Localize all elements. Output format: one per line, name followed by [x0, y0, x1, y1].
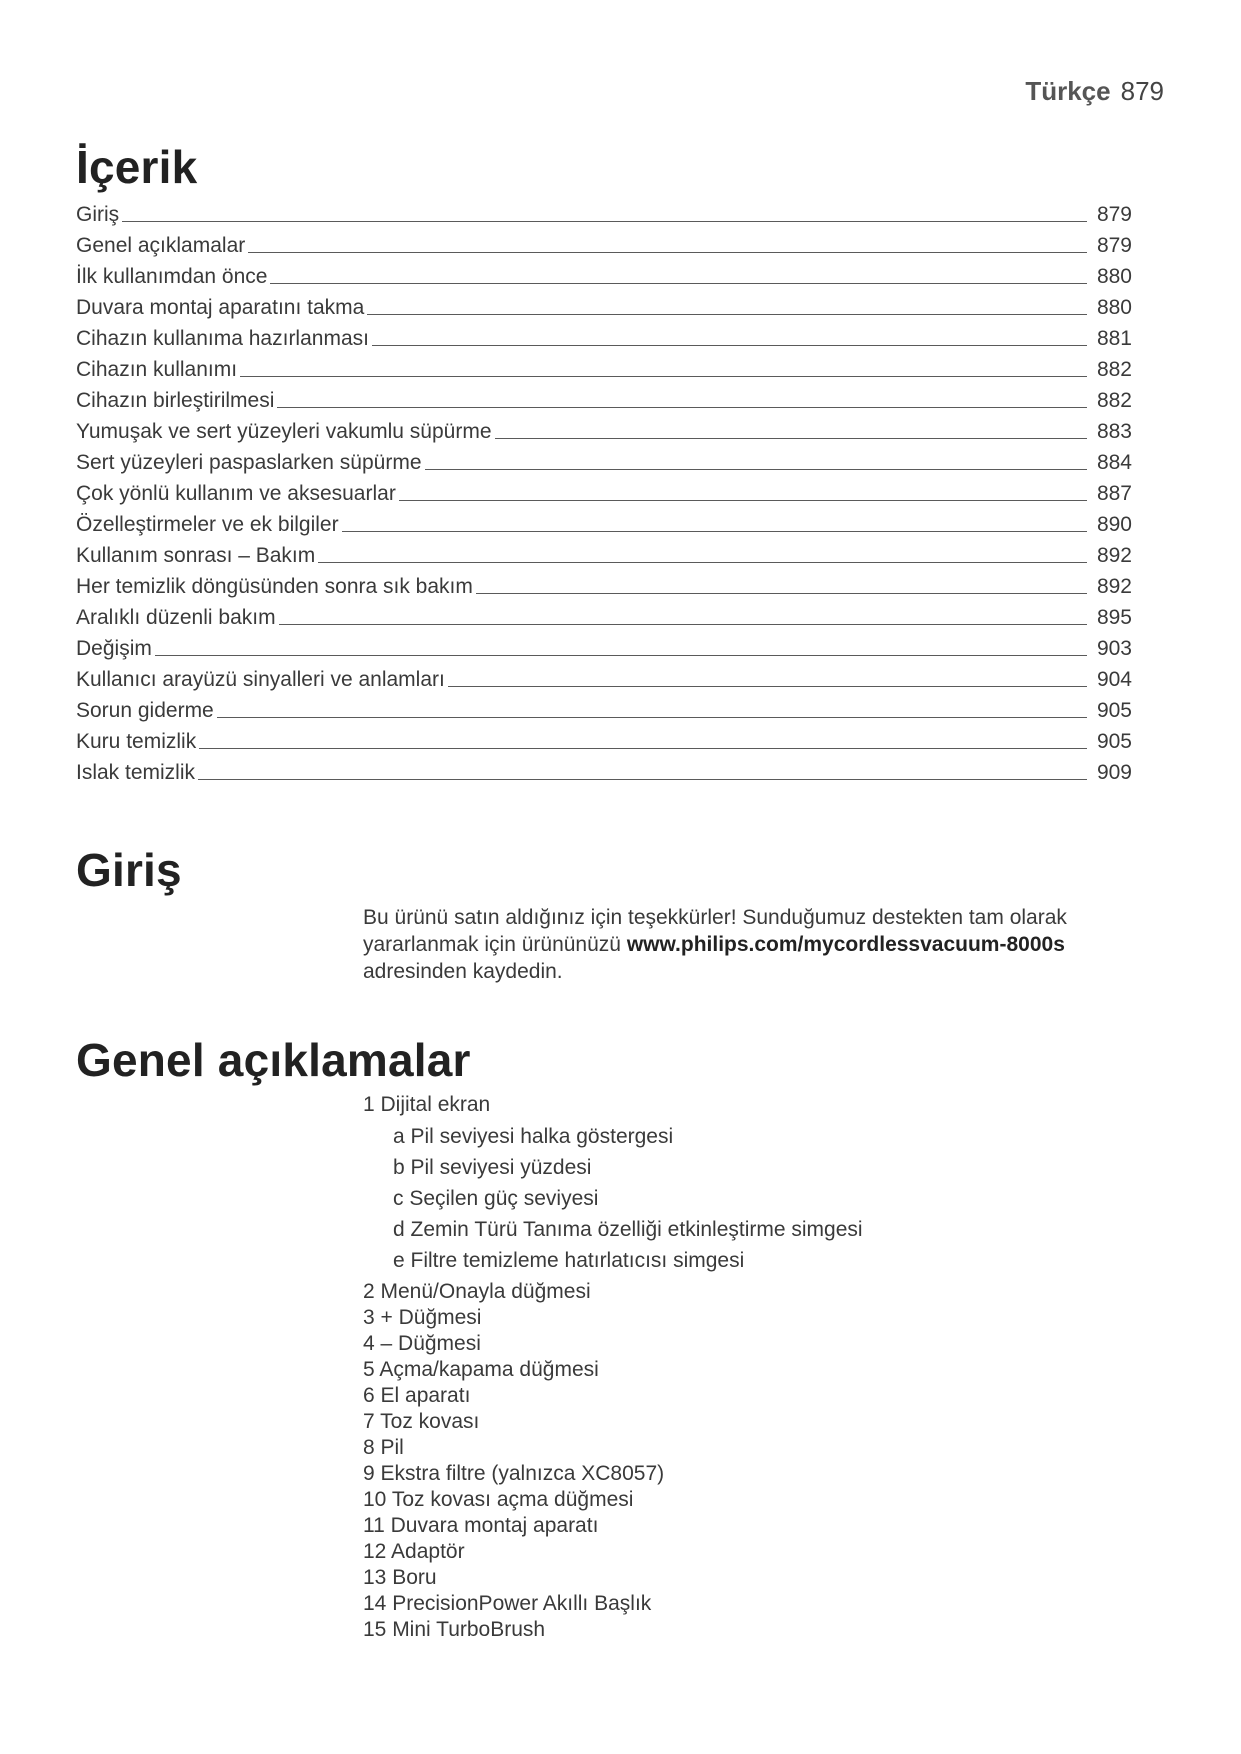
toc-entry-label: Cihazın birleştirilmesi — [76, 389, 275, 412]
part-subitem: e Filtre temizleme hatırlatıcısı simgesi — [393, 1249, 745, 1272]
toc-entry-label: Islak temizlik — [76, 761, 196, 784]
part-subitem: a Pil seviyesi halka göstergesi — [393, 1125, 674, 1148]
toc-leader-line — [495, 437, 1088, 439]
toc-entry[interactable] — [76, 599, 1132, 630]
toc-entry-page: 892 — [1096, 544, 1132, 567]
toc-leader-line — [217, 716, 1087, 718]
toc-entry[interactable] — [76, 568, 1132, 599]
page-number: 879 — [1120, 76, 1164, 106]
toc-entry-page: 909 — [1096, 761, 1132, 784]
toc-leader-line — [372, 344, 1087, 346]
toc-entry-page: 883 — [1096, 420, 1132, 443]
toc-entry-label: Sorun giderme — [76, 699, 214, 722]
part-item: 3 + Düğmesi — [363, 1306, 482, 1329]
toc-entry-label: Cihazın kullanımı — [76, 358, 238, 381]
toc-entry-page: 905 — [1096, 699, 1132, 722]
intro-text-after: adresinden kaydedin. — [363, 960, 563, 983]
toc-entry[interactable] — [76, 320, 1132, 351]
toc-entry-page: 903 — [1096, 637, 1132, 660]
parts-list — [363, 1092, 863, 1643]
toc-entry-label: Her temizlik döngüsünden sonra sık bakım — [76, 575, 473, 598]
toc-leader-line — [367, 313, 1087, 315]
toc-entry-label: Sert yüzeyleri paspaslarken süpürme — [76, 451, 422, 474]
part-subitem: c Seçilen güç seviyesi — [393, 1187, 599, 1210]
part-item: 5 Açma/kapama düğmesi — [363, 1358, 599, 1381]
toc-entry-label: Cihazın kullanıma hazırlanması — [76, 327, 369, 350]
part-item: 14 PrecisionPower Akıllı Başlık — [363, 1592, 652, 1615]
toc-leader-line — [198, 778, 1087, 780]
part-item: 12 Adaptör — [363, 1540, 465, 1563]
toc-entry-label: Değişim — [76, 637, 152, 660]
toc-leader-line — [248, 251, 1087, 253]
toc-entry[interactable] — [76, 351, 1132, 382]
intro-title: Giriş — [76, 844, 182, 896]
toc-leader-line — [155, 654, 1087, 656]
part-item: 6 El aparatı — [363, 1384, 471, 1407]
toc-title: İçerik — [76, 141, 198, 193]
toc-entry-label: Kullanım sonrası – Bakım — [76, 544, 316, 567]
toc-leader-line — [279, 623, 1087, 625]
toc-entry-page: 905 — [1096, 730, 1132, 753]
toc-entry-page: 882 — [1096, 358, 1132, 381]
toc-entry-page: 879 — [1096, 234, 1132, 257]
toc-entry[interactable] — [76, 692, 1132, 723]
toc-entry[interactable] — [76, 258, 1132, 289]
toc-entry[interactable] — [76, 289, 1132, 320]
toc-entry-label: Kullanıcı arayüzü sinyalleri ve anlamları — [76, 668, 445, 691]
toc-leader-line — [425, 468, 1088, 470]
toc-entry[interactable] — [76, 413, 1132, 444]
toc-entry-page: 882 — [1096, 389, 1132, 412]
toc-entry-page: 890 — [1096, 513, 1132, 536]
intro-text-before: Bu ürünü satın aldığınız için teşekkürler! Sunduğumuz destekten tam olarak yararlanmak için ürününüzü — [363, 906, 1067, 956]
toc-entry-page: 895 — [1096, 606, 1132, 629]
toc-entry-page: 892 — [1096, 575, 1132, 598]
toc-leader-line — [122, 220, 1087, 222]
toc-entry[interactable] — [76, 661, 1132, 692]
toc-entry-label: Aralıklı düzenli bakım — [76, 606, 276, 629]
toc-entry-page: 904 — [1096, 668, 1132, 691]
part-subitems — [363, 1121, 863, 1276]
toc-entry-page: 879 — [1096, 203, 1132, 226]
part-subitem: b Pil seviyesi yüzdesi — [393, 1156, 592, 1179]
toc-leader-line — [399, 499, 1087, 501]
toc-entry-label: Kuru temizlik — [76, 730, 197, 753]
toc-leader-line — [240, 375, 1087, 377]
toc-entry-page: 887 — [1096, 482, 1132, 505]
intro-paragraph — [363, 904, 1143, 985]
toc-leader-line — [342, 530, 1087, 532]
toc-entry[interactable] — [76, 506, 1132, 537]
part-item: 8 Pil — [363, 1436, 404, 1459]
part-item: 15 Mini TurboBrush — [363, 1618, 546, 1641]
toc-entry-label: Çok yönlü kullanım ve aksesuarlar — [76, 482, 396, 505]
toc-entry-label: Yumuşak ve sert yüzeyleri vakumlu süpürme — [76, 420, 492, 443]
toc-entry[interactable] — [76, 537, 1132, 568]
language-label: Türkçe — [1025, 76, 1111, 106]
toc-entry-page: 880 — [1096, 296, 1132, 319]
page-header — [1025, 76, 1164, 107]
toc-leader-line — [277, 406, 1087, 408]
registration-url: www.philips.com/mycordlessvacuum-8000s — [626, 933, 1065, 956]
toc-leader-line — [270, 282, 1087, 284]
toc-entry[interactable] — [76, 196, 1132, 227]
toc-entry[interactable] — [76, 382, 1132, 413]
part-item: 7 Toz kovası — [363, 1410, 480, 1433]
table-of-contents — [76, 196, 1132, 785]
toc-leader-line — [476, 592, 1087, 594]
toc-entry-label: Duvara montaj aparatını takma — [76, 296, 365, 319]
toc-entry[interactable] — [76, 754, 1132, 785]
toc-entry-page: 881 — [1096, 327, 1132, 350]
part-item: 10 Toz kovası açma düğmesi — [363, 1488, 634, 1511]
part-item: 11 Duvara montaj aparatı — [363, 1514, 599, 1537]
part-item: 4 – Düğmesi — [363, 1332, 481, 1355]
part-item: 2 Menü/Onayla düğmesi — [363, 1280, 591, 1303]
toc-entry[interactable] — [76, 444, 1132, 475]
toc-entry[interactable] — [76, 630, 1132, 661]
toc-entry[interactable] — [76, 475, 1132, 506]
toc-leader-line — [448, 685, 1087, 687]
part-item: 13 Boru — [363, 1566, 437, 1589]
toc-entry-page: 884 — [1096, 451, 1132, 474]
toc-entry-label: Giriş — [76, 203, 120, 226]
toc-entry[interactable] — [76, 227, 1132, 258]
toc-entry-label: Özelleştirmeler ve ek bilgiler — [76, 513, 339, 536]
toc-entry[interactable] — [76, 723, 1132, 754]
display-subitems-list — [393, 1121, 863, 1276]
toc-leader-line — [318, 561, 1087, 563]
toc-entry-page: 880 — [1096, 265, 1132, 288]
toc-entry-label: Genel açıklamalar — [76, 234, 246, 257]
toc-entry-label: İlk kullanımdan önce — [76, 265, 268, 288]
part-subitem: d Zemin Türü Tanıma özelliği etkinleştirme simgesi — [393, 1218, 863, 1241]
part-item: 9 Ekstra filtre (yalnızca XC8057) — [363, 1462, 665, 1485]
overview-title: Genel açıklamalar — [76, 1034, 471, 1086]
toc-leader-line — [199, 747, 1087, 749]
part-item: 1 Dijital ekran — [363, 1093, 491, 1116]
